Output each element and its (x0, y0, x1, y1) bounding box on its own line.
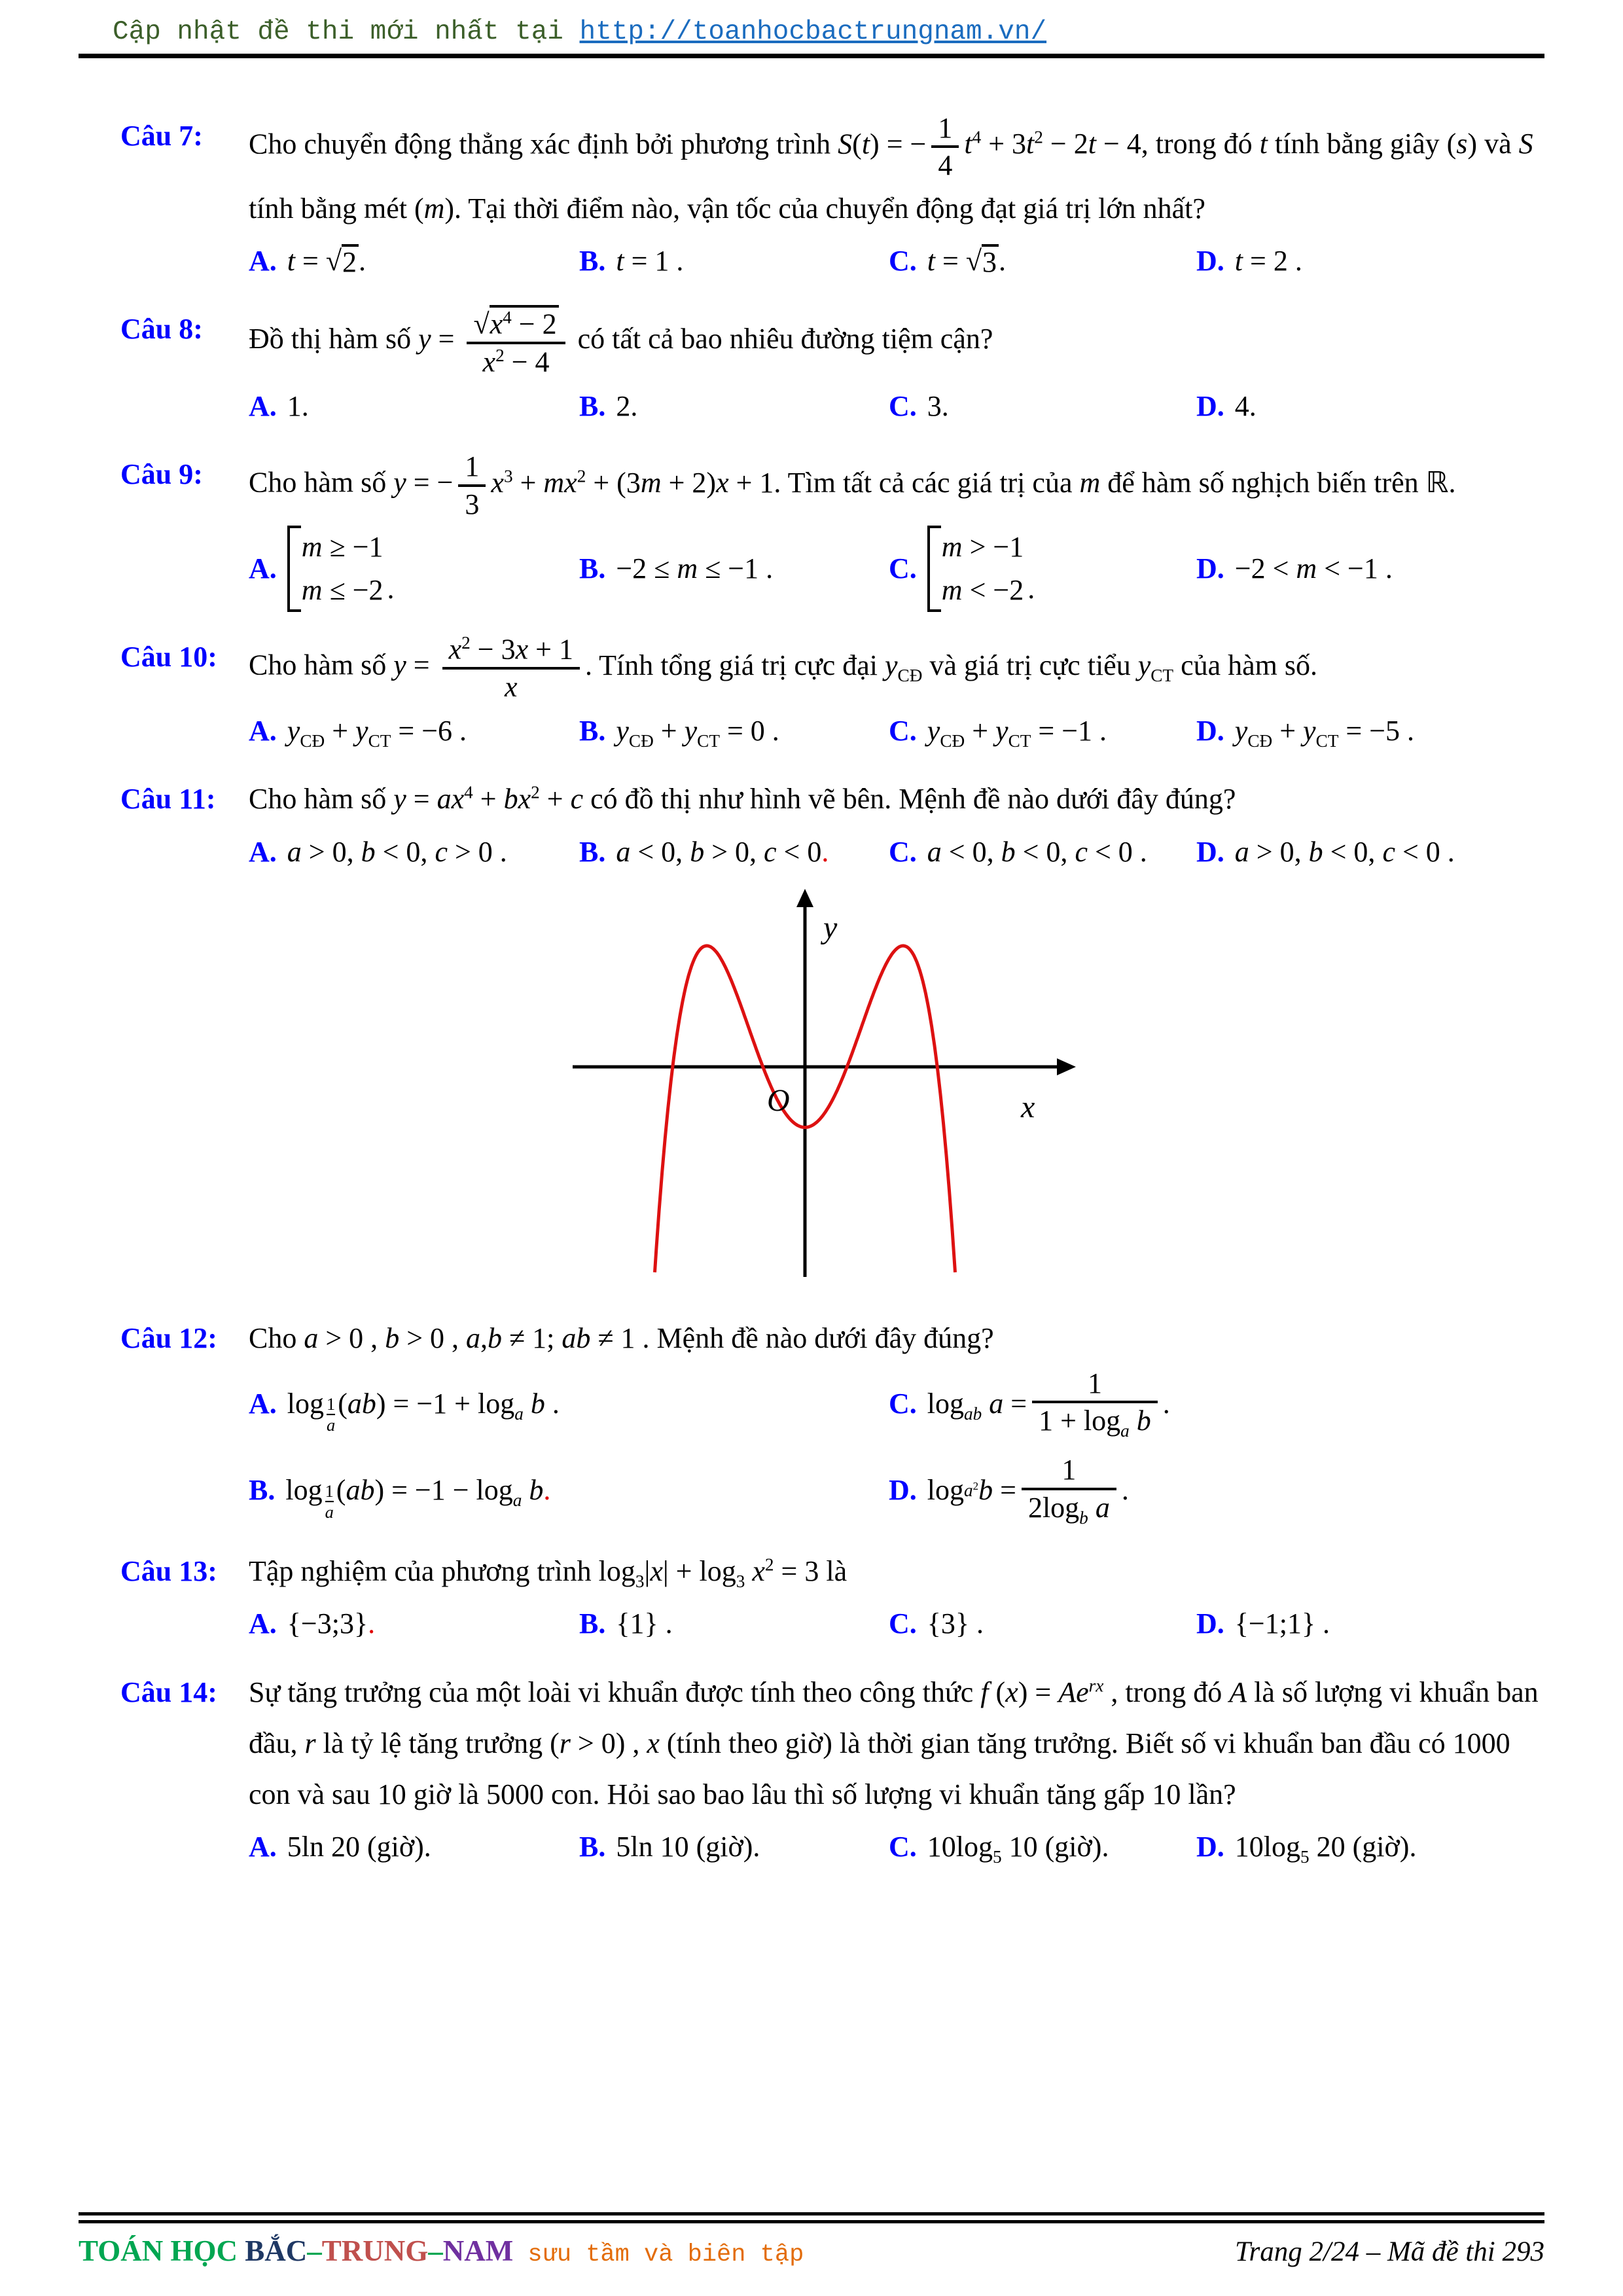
option-b: B. $y_{CĐ} + y_{CT} = 0$ . (579, 715, 779, 751)
fraction: $\frac{1}{1 + \log_a b}$ (1032, 1367, 1158, 1441)
question-11-label: Câu 11: (120, 783, 216, 816)
footer-page-info: Trang 2/24 – Mã đề thi 293 (1234, 2236, 1544, 2267)
brand-dash: – (428, 2234, 443, 2267)
brand-bac: BẮC (245, 2234, 308, 2267)
log-base-fraction: 1 a (327, 1394, 336, 1435)
question-13-answers (249, 1598, 1544, 1649)
option-c: C. m > −1 m < −2 . (889, 523, 1196, 615)
question-12-label: Câu 12: (120, 1322, 217, 1355)
option-b: B. −2 ≤ m ≤ −1 . (579, 552, 774, 584)
option-a: A. log 1 a $(ab) = -1 + \log_a b$ . (249, 1387, 560, 1435)
cases-bracket: m ≥ −1 m ≤ −2 (287, 526, 383, 612)
option-d: D. $y_{CĐ} + y_{CT} = -5$ . (1196, 715, 1415, 751)
y-axis-arrow (796, 889, 813, 907)
footer-tagline: sưu tầm và biên tập (513, 2241, 804, 2269)
correct-answer-dot: . (368, 1607, 376, 1640)
question-13 (79, 1546, 1544, 1650)
option-a: A. {−3;3} . (249, 1598, 579, 1649)
correct-answer-dot: . (543, 1474, 551, 1507)
question-14-text: Sự tăng trưởng của một loài vi khuẩn được tính theo công thức f $(x) = Ae^{rx}$ , trong đó A là số lượng vi khuẩn ban đầu, r là tỷ lệ tăng trưởng (r > 0) , x (tính theo giờ) là thời gian tăng trưởng. Biết số vi khuẩn ban đầu có 1000 con và sau 10 giờ là 5000 con. Hỏi sao bao lâu thì số lượng vi khuẩn tăng gấp 10 lần? (249, 1675, 1539, 1811)
brand-trung: TRUNG (321, 2234, 429, 2267)
question-11-figure (563, 887, 1086, 1296)
option-c: C. a < 0, b < 0, c < 0 . (889, 835, 1147, 868)
header-rule (79, 54, 1544, 58)
option-a: A. 5ln 20 (giờ). (249, 1831, 431, 1863)
option-d: D. 4. (1196, 390, 1257, 422)
log-base-fraction: 1 a (325, 1481, 334, 1522)
option-d: D. a > 0, b < 0, c < 0 . (1196, 835, 1455, 868)
question-7-label: Câu 7: (120, 120, 203, 152)
correct-answer-dot: . (821, 835, 829, 868)
option-b: B. {1} . (579, 1607, 673, 1640)
brand-nam: NAM (442, 2234, 514, 2267)
option-a: A. m ≥ −1 m ≤ −2 . (249, 523, 579, 615)
option-a: A. 1. (249, 390, 309, 422)
quartic-graph (563, 887, 1086, 1280)
header-text: Cập nhật đề thi mới nhất tại (113, 17, 580, 47)
question-7-text: Cho chuyển động thẳng xác định bởi phương trình S(t) = − $\frac{1}{4}$ $t^4 + 3t^2 - 2t - 4$, trong đó t tính bằng giây (s) và S tính bằng mét (m). Tại thời điểm nào, vận tốc của chuyển động đạt giá trị lớn nhất? (249, 112, 1533, 224)
option-b: B. a < 0, b > 0, c < 0 . (579, 827, 889, 878)
origin-label: O (767, 1083, 790, 1118)
question-10 (79, 632, 1544, 757)
option-b: B. t = 1 . (579, 244, 684, 277)
option-b: B. log 1 a $(ab) = -1 - \log_a b$ . (249, 1465, 889, 1516)
question-8-text: Đồ thị hàm số y = $\frac{√x^4 - 2}{x^2 - 4}$ có tất cả bao nhiêu đường tiệm cận? (249, 304, 1544, 380)
question-7 (79, 111, 1544, 287)
question-11-text: Cho hàm số $y = ax^4 + bx^2 + c$ có đồ thị như hình vẽ bên. Mệnh đề nào dưới đây đúng? (249, 782, 1236, 816)
option-c: C. $y_{CĐ} + y_{CT} = -1$ . (889, 715, 1107, 751)
cases-bracket: m > −1 m < −2 (927, 526, 1024, 612)
question-10-answers (249, 706, 1544, 757)
question-12-answers (249, 1366, 1544, 1529)
question-14-answers (249, 1821, 1544, 1873)
fraction: $\frac{1}{2\log_b a}$ (1022, 1454, 1116, 1528)
header-link[interactable]: http://toanhocbactrungnam.vn/ (579, 17, 1047, 47)
option-d: D. $10\log_5$ 20 (giờ). (1196, 1831, 1417, 1867)
y-axis-label: y (823, 910, 838, 945)
question-12 (79, 1313, 1544, 1529)
option-c: C. $10\log_5$ 10 (giờ). (889, 1831, 1109, 1867)
fraction: $\frac{x^2 - 3x + 1}{x}$ (442, 633, 580, 703)
fraction: $\frac{1}{3}$ (458, 450, 486, 520)
footer-rule (79, 2212, 1544, 2223)
question-10-text: Cho hàm số y = $\frac{x^2 - 3x + 1}{x}$ . Tính tổng giá trị cực đại $y_{CĐ}$ và giá trị cực tiểu $y_{CT}$ của hàm số. (249, 632, 1318, 703)
option-b: B. 2. (579, 390, 638, 422)
question-13-text: Tập nghiệm của phương trình $\log_3|x| + \log_3 x^2 = 3$ là (249, 1554, 847, 1591)
option-c: C. 3. (889, 390, 949, 422)
question-13-label: Câu 13: (120, 1554, 217, 1587)
question-9-answers (249, 523, 1544, 615)
option-d: D. {−1;1} . (1196, 1607, 1330, 1640)
question-14 (79, 1667, 1544, 1873)
option-c: C. $\log_{ab} a$ = $\frac{1}{1 + \log_a b}$ . (889, 1367, 1170, 1441)
question-8-answers (249, 381, 1544, 432)
question-8 (79, 304, 1544, 432)
question-11 (79, 774, 1544, 1296)
question-11-answers (249, 827, 1544, 878)
question-14-label: Câu 14: (120, 1676, 217, 1708)
footer-brand (79, 2234, 804, 2269)
question-9 (79, 449, 1544, 615)
option-d: D. −2 < m < −1 . (1196, 552, 1393, 584)
fraction: $\frac{√x^4 - 2}{x^2 - 4}$ (467, 305, 565, 378)
question-9-text: Cho hàm số y = − $\frac{1}{3}$ $x^3 + mx^2 + (3m + 2)x + 1$. Tìm tất cả các giá trị của m để hàm số nghịch biến trên ℝ. (249, 450, 1456, 520)
question-9-label: Câu 9: (120, 458, 203, 491)
option-a: A. t = √ 2 . (249, 244, 366, 279)
header (79, 17, 1544, 47)
question-10-label: Câu 10: (120, 640, 217, 673)
option-a: A. $y_{CĐ} + y_{CT} = -6$ . (249, 715, 467, 751)
option-a: A. a > 0, b < 0, c > 0 . (249, 835, 507, 868)
log-base: $a^2$ (964, 1480, 979, 1501)
option-d: D. t = 2 . (1196, 244, 1302, 277)
question-7-answers (249, 236, 1544, 287)
option-c: C. {3} . (889, 1607, 984, 1640)
x-axis-arrow (1057, 1058, 1076, 1075)
option-d: D. log $a^2$ b = $\frac{1}{2\log_b a}$ . (889, 1454, 1129, 1528)
brand-dash: – (307, 2234, 322, 2267)
footer (79, 2212, 1544, 2269)
option-b: B. 5ln 10 (giờ). (579, 1831, 760, 1863)
option-c: C. t = √ 3 . (889, 244, 1006, 279)
x-axis-label: x (1021, 1090, 1035, 1124)
brand-toan-hoc: TOÁN HỌC (79, 2234, 245, 2267)
fraction: $\frac{1}{4}$ (931, 112, 959, 182)
question-12-text: Cho a > 0 , b > 0 , a,b ≠ 1; ab ≠ 1 . Mệnh đề nào dưới đây đúng? (249, 1322, 994, 1355)
question-8-label: Câu 8: (120, 313, 203, 346)
